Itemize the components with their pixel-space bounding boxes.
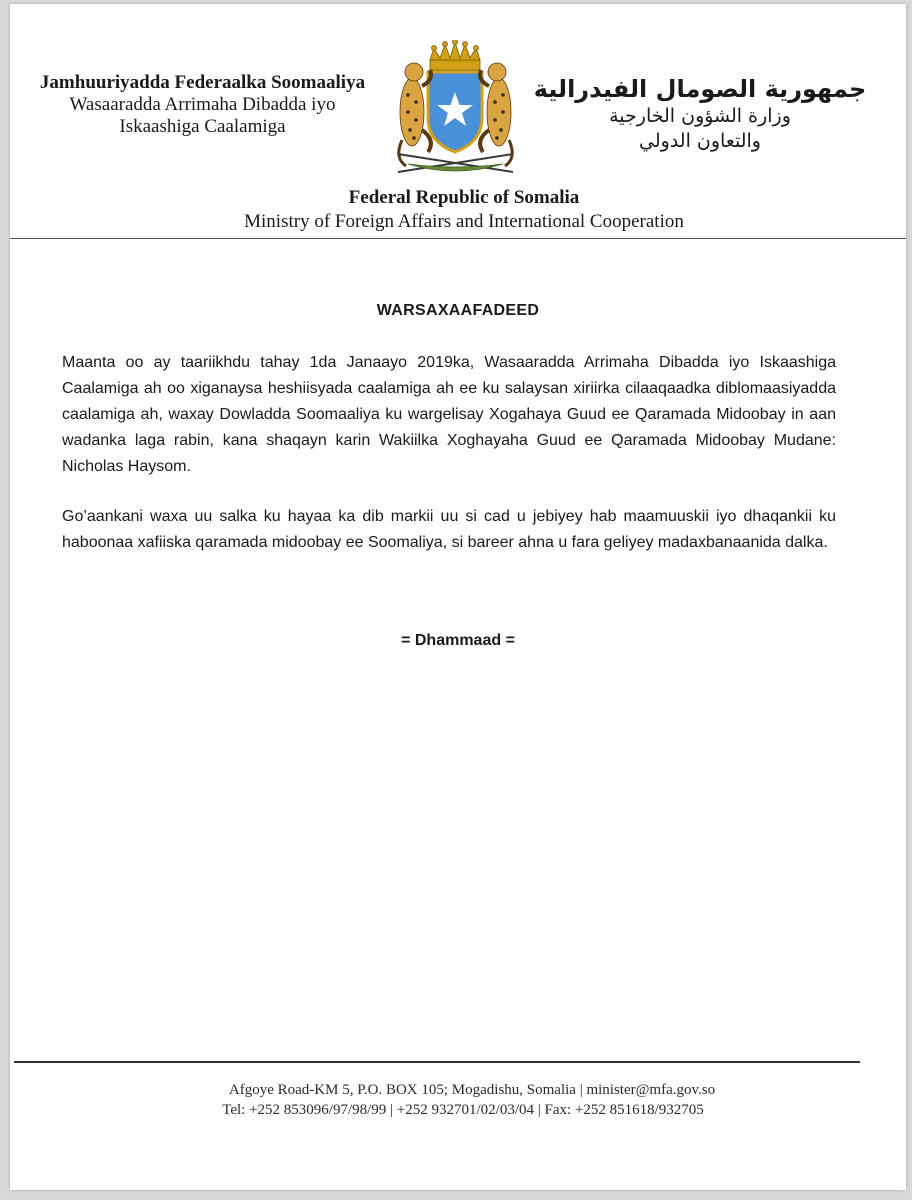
letter-page	[10, 4, 906, 1190]
closing-mark: = Dhammaad =	[401, 632, 515, 649]
somali-header	[30, 72, 375, 138]
somali-header-line2: Wasaaradda Arrimaha Dibadda iyo	[69, 94, 336, 115]
arabic-header-line3: والتعاون الدولي	[639, 130, 761, 152]
footer-address: Afgoye Road-KM 5, P.O. BOX 105; Mogadishu, Somalia | minister@mfa.gov.so	[228, 1082, 716, 1098]
document-title: WARSAXAAFADEED	[376, 302, 540, 319]
english-header	[10, 186, 906, 234]
somalia-coat-of-arms-icon	[378, 40, 533, 180]
footer-contacts: Tel: +252 853096/97/98/99 | +252 932701/02/03/04 | Fax: +252 851618/932705	[222, 1102, 704, 1118]
body-paragraph-1: Maanta oo ay taariikhdu tahay 1da Janaayo 2019ka, Wasaaradda Arrimaha Dibadda iyo Iskaashiga Caalamiga ah oo xiganaysa heshiisyada caalamiga ah ee ku salaysan xiriirka cilaaqaadka diblomaasiyadda caalamiga ah, waxay Dowladda Soomaaliya ku wargelisay Xogahaya Guud ee Qaramada Midoobay in aan wadanka laga rabin, kana shaqayn karin Wakiilka Xoghayaha Guud ee Qaramada Midoobay Mudane: Nicholas Haysom.	[62, 354, 836, 475]
somali-header-line1: Jamhuuriyadda Federaalka Soomaaliya	[39, 72, 366, 93]
arabic-header-line2: وزارة الشؤون الخارجية	[609, 105, 791, 127]
body-paragraph-2: Go’aankani waxa uu salka ku hayaa ka dib markii uu si cad u jebiyey hab maamuuskii iyo dhaqankii ku haboonaa xafiiska qaramada midoobay ee Soomaliya, si bareer ahna u fara geliyey madaxbanaanida dalka.	[62, 508, 836, 551]
arabic-header-line1: جمهورية الصومال الفيدرالية	[533, 75, 867, 103]
english-header-line1: Federal Republic of Somalia	[348, 187, 580, 208]
english-header-line2: Ministry of Foreign Affairs and International Cooperation	[244, 211, 684, 232]
footer-divider	[14, 1061, 860, 1063]
somali-header-line3: Iskaashiga Caalamiga	[119, 116, 286, 137]
arabic-header	[515, 74, 885, 154]
footer	[10, 1080, 906, 1120]
header-divider	[10, 238, 906, 239]
